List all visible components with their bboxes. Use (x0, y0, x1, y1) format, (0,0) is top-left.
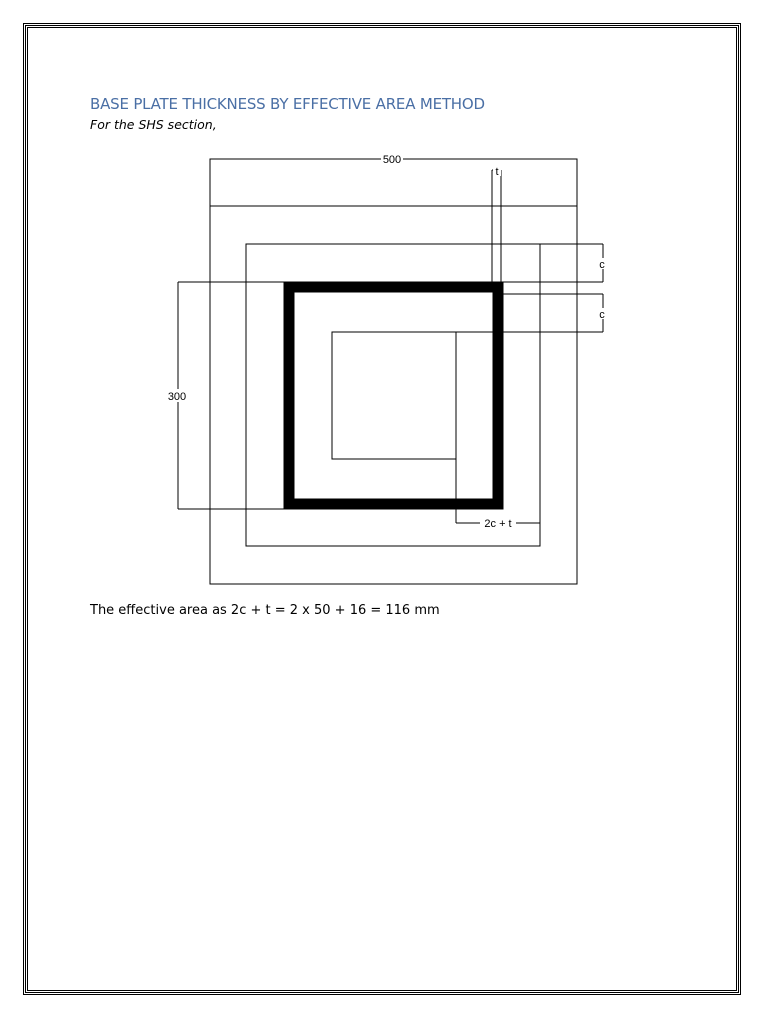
thickness-label: t (495, 166, 499, 178)
base-plate-outline (210, 159, 577, 584)
effective-width-label: 2c + t (484, 518, 512, 530)
cantilever-top-label: c (599, 259, 605, 271)
section-size-label: 300 (167, 391, 187, 403)
page-title: BASE PLATE THICKNESS BY EFFECTIVE AREA METHOD (90, 95, 485, 113)
plate-width-label: 500 (382, 154, 402, 166)
effective-area-inner-rect (332, 332, 456, 459)
page-subtitle: For the SHS section, (90, 117, 217, 132)
cantilever-inner-label: c (599, 309, 605, 321)
shs-section-wall (289, 287, 498, 504)
effective-area-result: The effective area as 2c + t = 2 x 50 + 16 = 116 mm (90, 603, 440, 618)
